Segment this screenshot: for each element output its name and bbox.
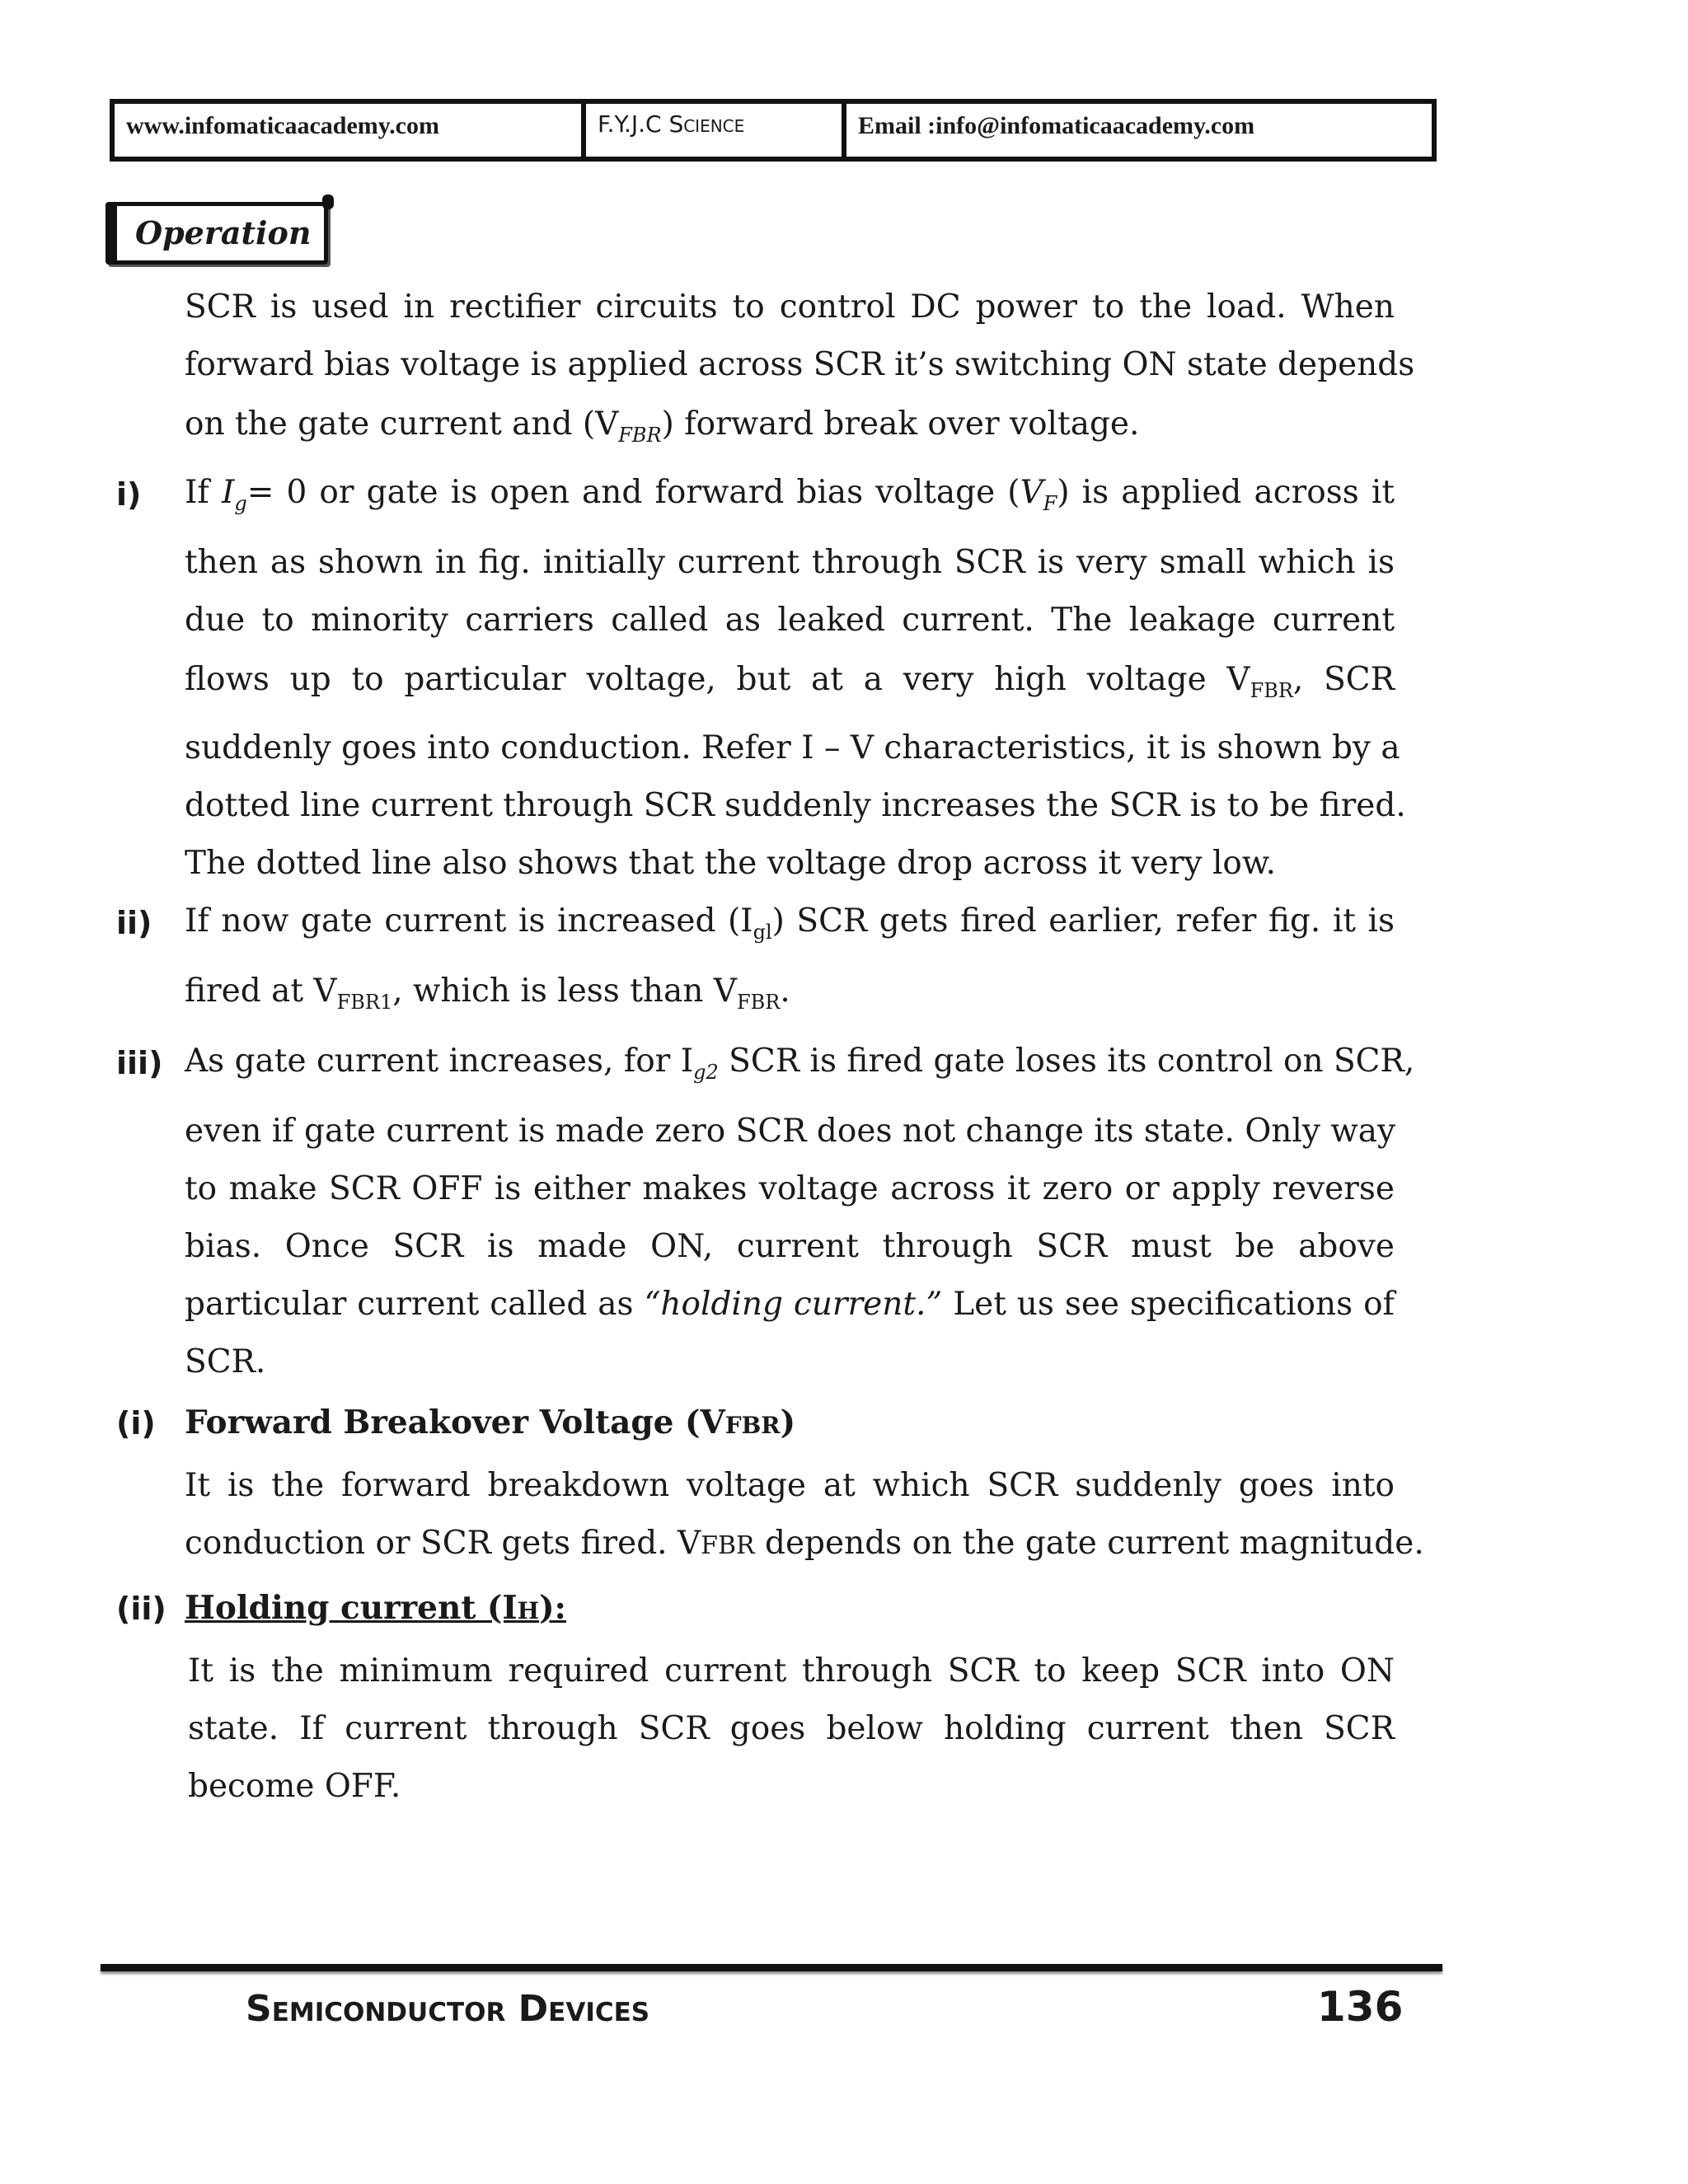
header-email: Email :info@infomaticaacademy.com	[858, 112, 1255, 139]
header-website: www.infomaticaacademy.com	[115, 104, 586, 157]
header-course: F.Y.J.C Science	[586, 104, 846, 157]
point1-line-5: suddenly goes into conduction. Refer I – V characteristics, it is shown by a	[185, 729, 1400, 766]
intro-line-3	[185, 405, 1395, 448]
point3-line-1	[185, 1043, 1415, 1085]
point3-line-6: SCR.	[185, 1343, 266, 1380]
subscript: FBR	[618, 423, 662, 447]
list-number: (i)	[116, 1405, 156, 1441]
text-segment: If now gate current is increased (I	[185, 902, 753, 940]
text-segment: on the gate current and (V	[185, 405, 619, 443]
footer-divider	[101, 1964, 1442, 1971]
variable: I	[221, 474, 235, 511]
text-segment: , SCR	[1292, 661, 1395, 698]
point2-line-1	[185, 902, 1395, 944]
point1-line-2: then as shown in fig. initially current through SCR is very small which is	[185, 544, 1395, 581]
intro-line-1: SCR is used in rectifier circuits to control DC power to the load. When	[185, 288, 1395, 326]
text-segment: Let us see specifications of	[942, 1286, 1395, 1323]
subscript: g	[234, 491, 247, 515]
text-segment: particular current called as	[185, 1286, 645, 1323]
subscript: H	[517, 1597, 540, 1624]
point1-line-1	[185, 474, 1395, 516]
footer-chapter: Semiconductor Devices	[246, 1988, 650, 2030]
subscript: g2	[693, 1060, 719, 1084]
italic-term: “holding current.”	[644, 1286, 943, 1323]
point1-line-6: dotted line current through SCR suddenly increases the SCR is to be fired.	[185, 787, 1406, 824]
text-segment: = 0 or gate is open and forward bias voltage (	[246, 474, 1020, 511]
spec1-line-2	[185, 1525, 1424, 1563]
text-segment: ) SCR gets fired earlier, refer fig. it is	[771, 902, 1395, 940]
text-segment: ) forward break over voltage.	[661, 405, 1140, 443]
list-number: iii)	[116, 1045, 163, 1081]
text-segment: Forward Breakover Voltage (V	[185, 1404, 725, 1441]
text-segment: )	[780, 1404, 796, 1441]
text-segment: SCR is fired gate loses its control on SCR,	[718, 1043, 1415, 1080]
spec1-title	[185, 1404, 795, 1441]
point3-line-3: to make SCR OFF is either makes voltage across it zero or apply reverse	[185, 1170, 1395, 1207]
page-header	[110, 99, 1437, 162]
spec1-line-1: It is the forward breakdown voltage at which SCR suddenly goes into	[185, 1467, 1395, 1504]
spec2-title	[185, 1589, 566, 1627]
text-segment: flows up to particular voltage, but at a very high voltage V	[185, 661, 1250, 698]
subscript: FBR1	[336, 990, 393, 1014]
text-segment: ):	[539, 1589, 566, 1627]
intro-line-2: forward bias voltage is applied across SCR it’s switching ON state depends	[185, 346, 1415, 383]
subscript: FBR	[1250, 678, 1293, 702]
text-segment: ) is applied across it	[1057, 474, 1395, 511]
point3-line-5	[185, 1286, 1395, 1324]
list-number: i)	[116, 476, 142, 513]
section-title: Operation	[106, 202, 328, 265]
point1-line-7: The dotted line also shows that the voltage drop across it very low.	[185, 845, 1277, 882]
point3-line-4: bias. Once SCR is made ON, current through SCR must be above	[185, 1228, 1395, 1265]
subscript: F	[1043, 491, 1057, 515]
text-segment: conduction or SCR gets fired. V	[185, 1525, 701, 1562]
subscript: FBR	[736, 990, 781, 1014]
variable: V	[1020, 474, 1043, 511]
point1-line-4	[185, 661, 1395, 703]
text-segment: If	[185, 474, 222, 511]
list-number: (ii)	[116, 1591, 166, 1627]
text-segment: , which is less than V	[392, 972, 737, 1010]
point2-line-2	[185, 972, 1395, 1015]
text-segment: Holding current (I	[185, 1589, 518, 1627]
text-segment: fired at V	[185, 972, 337, 1010]
spec2-line-1: It is the minimum required current through SCR to keep SCR into ON	[188, 1652, 1395, 1690]
subscript: gl	[753, 920, 772, 944]
spec2-line-2: state. If current through SCR goes below holding current then SCR	[188, 1710, 1395, 1747]
list-number: ii)	[116, 905, 152, 941]
spec2-line-3: become OFF.	[188, 1768, 401, 1805]
subscript: FBR	[724, 1412, 781, 1439]
point1-line-3: due to minority carriers called as leaked current. The leakage current	[185, 602, 1395, 639]
text-segment: As gate current increases, for I	[185, 1043, 694, 1080]
subscript: FBR	[701, 1531, 755, 1560]
text-segment: depends on the gate current magnitude.	[754, 1525, 1424, 1562]
page-number: 136	[1317, 1983, 1404, 2031]
text-segment: .	[780, 972, 790, 1010]
point3-line-2: even if gate current is made zero SCR does not change its state. Only way	[185, 1113, 1395, 1150]
